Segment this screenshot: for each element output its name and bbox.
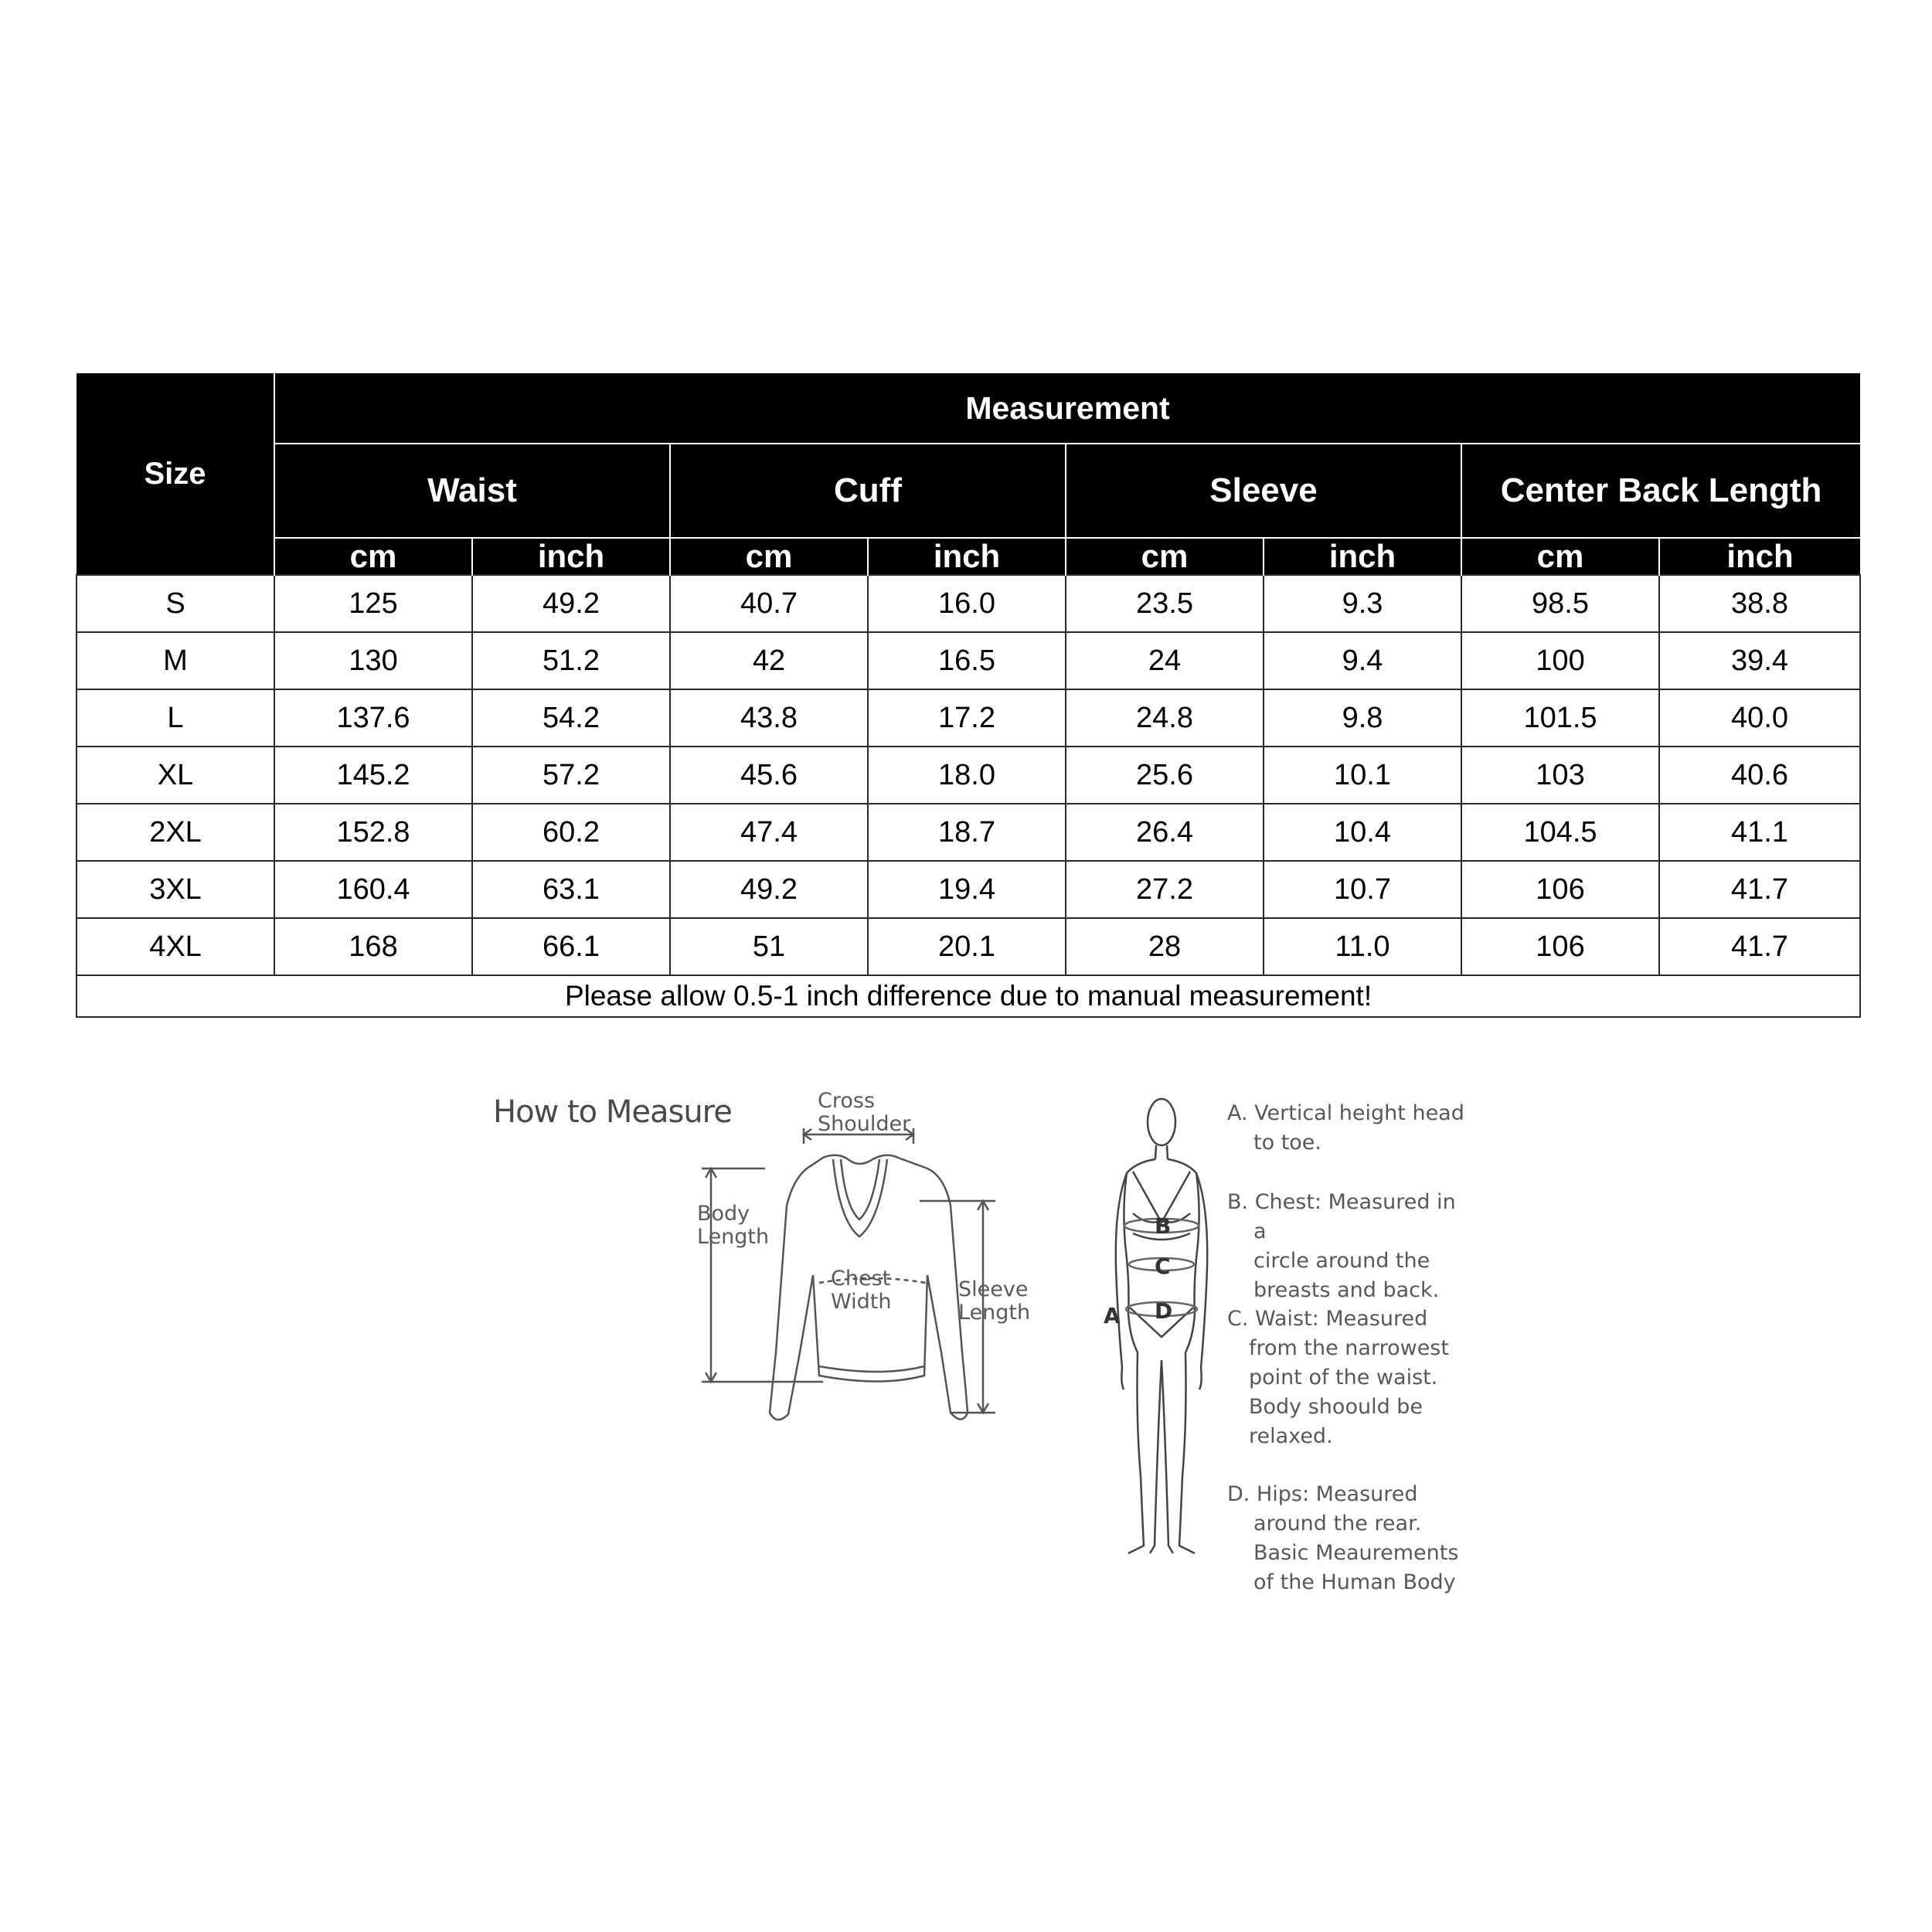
measurement-cell: 9.3	[1264, 575, 1461, 632]
legend-line: point of the waist.	[1249, 1366, 1438, 1389]
legend-line: circle around the	[1253, 1249, 1430, 1273]
table-row	[77, 861, 1860, 918]
measurement-header: Measurement	[274, 373, 1860, 444]
measurement-cell: 103	[1461, 747, 1659, 804]
measurement-cell: 57.2	[472, 747, 670, 804]
measurement-note: Please allow 0.5-1 inch difference due to manual measurement!	[77, 975, 1860, 1017]
figure-letter-b: B	[1155, 1213, 1172, 1239]
legend-item-a	[1227, 1099, 1475, 1158]
size-chart-table	[76, 373, 1861, 1018]
legend-line: of the Human Body	[1253, 1570, 1456, 1594]
sweater-diagram-illustration	[696, 1121, 1036, 1445]
cross-shoulder-label-line: Shoulder	[818, 1112, 911, 1136]
figure-letter-d: D	[1155, 1298, 1173, 1324]
unit-header: cm	[1461, 538, 1659, 575]
measurement-cell: 18.7	[868, 804, 1066, 861]
how-to-measure-title: How to Measure	[493, 1094, 732, 1130]
measurement-cell: 106	[1461, 861, 1659, 918]
measurement-cell: 40.6	[1659, 747, 1860, 804]
measurement-cell: 63.1	[472, 861, 670, 918]
size-cell: 4XL	[77, 918, 274, 975]
measurement-cell: 9.8	[1264, 689, 1461, 747]
chest-width-label-line: Chest	[831, 1267, 891, 1291]
measurement-cell: 137.6	[274, 689, 472, 747]
legend-line: relaxed.	[1249, 1424, 1333, 1448]
measurement-cell: 42	[670, 632, 868, 689]
legend-line: to toe.	[1253, 1131, 1321, 1155]
size-cell: 2XL	[77, 804, 274, 861]
measurement-cell: 27.2	[1066, 861, 1264, 918]
unit-header: cm	[670, 538, 868, 575]
measurement-cell: 49.2	[472, 575, 670, 632]
measurement-cell: 54.2	[472, 689, 670, 747]
measurement-cell: 28	[1066, 918, 1264, 975]
group-header-sleeve: Sleeve	[1066, 444, 1461, 538]
measurement-cell: 10.4	[1264, 804, 1461, 861]
legend-item-d	[1227, 1480, 1475, 1597]
note-row	[77, 975, 1860, 1017]
measurement-cell: 38.8	[1659, 575, 1860, 632]
size-cell: 3XL	[77, 861, 274, 918]
size-cell: M	[77, 632, 274, 689]
body-length-label-line: Body	[697, 1202, 750, 1226]
measurement-cell: 16.5	[868, 632, 1066, 689]
measurement-cell: 10.7	[1264, 861, 1461, 918]
measurement-cell: 101.5	[1461, 689, 1659, 747]
measurement-cell: 9.4	[1264, 632, 1461, 689]
measurement-cell: 23.5	[1066, 575, 1264, 632]
measurement-cell: 130	[274, 632, 472, 689]
measurement-cell: 168	[274, 918, 472, 975]
legend-line: B. Chest: Measured in a	[1227, 1190, 1456, 1243]
measurement-cell: 41.7	[1659, 861, 1860, 918]
measurement-cell: 20.1	[868, 918, 1066, 975]
table-row	[77, 575, 1860, 632]
measurement-cell: 49.2	[670, 861, 868, 918]
measurement-cell: 125	[274, 575, 472, 632]
measurement-cell: 19.4	[868, 861, 1066, 918]
measurement-cell: 66.1	[472, 918, 670, 975]
legend-line: A. Vertical height head	[1227, 1101, 1464, 1125]
measurement-cell: 24	[1066, 632, 1264, 689]
measurement-cell: 145.2	[274, 747, 472, 804]
table-row	[77, 632, 1860, 689]
unit-header: cm	[274, 538, 472, 575]
sleeve-length-label-line: Sleeve	[958, 1277, 1029, 1301]
legend-line: around the rear.	[1253, 1512, 1422, 1536]
measurement-cell: 106	[1461, 918, 1659, 975]
measurement-cell: 100	[1461, 632, 1659, 689]
group-header-center-back-length: Center Back Length	[1461, 444, 1860, 538]
sleeve-length-label-line: Length	[958, 1301, 1031, 1325]
legend-line: Body shoould be	[1249, 1395, 1423, 1419]
size-cell: S	[77, 575, 274, 632]
measurement-cell: 160.4	[274, 861, 472, 918]
table-row	[77, 747, 1860, 804]
measurement-cell: 104.5	[1461, 804, 1659, 861]
figure-letter-a: A	[1104, 1303, 1121, 1328]
group-header-waist: Waist	[274, 444, 670, 538]
measurement-cell: 98.5	[1461, 575, 1659, 632]
measurement-cell: 25.6	[1066, 747, 1264, 804]
measurement-cell: 51	[670, 918, 868, 975]
size-cell: XL	[77, 747, 274, 804]
table-header	[77, 373, 1860, 575]
measurement-cell: 24.8	[1066, 689, 1264, 747]
measurement-cell: 41.1	[1659, 804, 1860, 861]
unit-header: inch	[1264, 538, 1461, 575]
measurement-cell: 40.7	[670, 575, 868, 632]
measurement-cell: 17.2	[868, 689, 1066, 747]
measurement-cell: 60.2	[472, 804, 670, 861]
table-row	[77, 804, 1860, 861]
size-cell: L	[77, 689, 274, 747]
legend-line: breasts and back.	[1253, 1278, 1440, 1302]
unit-header-row	[77, 538, 1860, 575]
measurement-cell: 10.1	[1264, 747, 1461, 804]
measurement-cell: 40.0	[1659, 689, 1860, 747]
measurement-cell: 26.4	[1066, 804, 1264, 861]
table-row	[77, 918, 1860, 975]
body-length-label-line: Length	[697, 1225, 770, 1249]
legend-line: D. Hips: Measured	[1227, 1482, 1418, 1506]
cross-shoulder-label-line: Cross	[818, 1089, 876, 1113]
measurement-cell: 43.8	[670, 689, 868, 747]
legend-item-c	[1227, 1304, 1475, 1451]
chest-width-label-line: Width	[831, 1290, 892, 1314]
figure-letter-c: C	[1155, 1253, 1171, 1279]
measurement-cell: 152.8	[274, 804, 472, 861]
unit-header: cm	[1066, 538, 1264, 575]
group-header-cuff: Cuff	[670, 444, 1066, 538]
measurement-cell: 16.0	[868, 575, 1066, 632]
size-header: Size	[77, 373, 274, 575]
measurement-cell: 45.6	[670, 747, 868, 804]
legend-line: Basic Meaurements	[1253, 1541, 1459, 1565]
legend-line: from the narrowest	[1249, 1336, 1449, 1360]
measurement-cell: 41.7	[1659, 918, 1860, 975]
unit-header: inch	[472, 538, 670, 575]
measurement-cell: 18.0	[868, 747, 1066, 804]
table-body	[77, 575, 1860, 975]
unit-header: inch	[1659, 538, 1860, 575]
measurement-cell: 51.2	[472, 632, 670, 689]
body-figure-illustration	[1082, 1082, 1221, 1577]
measurement-cell: 47.4	[670, 804, 868, 861]
legend-line: C. Waist: Measured	[1227, 1307, 1428, 1331]
table-row	[77, 689, 1860, 747]
measurement-cell: 39.4	[1659, 632, 1860, 689]
unit-header: inch	[868, 538, 1066, 575]
legend-item-b	[1227, 1188, 1475, 1305]
measurement-cell: 11.0	[1264, 918, 1461, 975]
